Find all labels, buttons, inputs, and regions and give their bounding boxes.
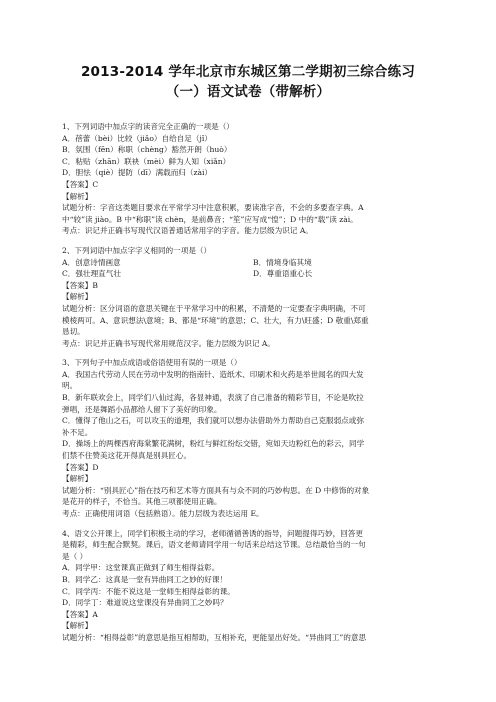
q3-analysis-line1: 试题分析：“别具匠心”指在技巧和艺术等方面具有与众不同的巧妙构思。在 D 中修饰的对象 <box>62 485 370 495</box>
q2-point: 考点：识记并正确书写现代常用规范汉字。能力层级为识记 A。 <box>62 338 275 348</box>
q3-option-a-line2: 明。 <box>62 381 78 391</box>
q1-option-d: D．胆怯（qiè）提防（dī）满载而归（zài） <box>62 168 213 178</box>
q3-option-d-line2: 们禁不住赞美这花开得真是别具匠心。 <box>62 451 192 461</box>
q2-option-a: A．创意诗情画意 <box>62 257 121 267</box>
doc-title-line2: （一）语文试卷（带解析） <box>165 84 331 100</box>
q4-stem-line2: 是精彩，师生配合默契。课后，语文老师请同学用一句话来总结这节课。总结最恰当的一句 <box>62 540 366 550</box>
q1-jiexi: 【解析】 <box>62 191 93 201</box>
q2-analysis-line3: 恳切。 <box>62 327 85 337</box>
q2-analysis-line2: 模棱两可。A、意识想法\意境；B、都是“环境”的意思；C、壮大，有力\旺盛；D 敬重\郑重 <box>62 315 369 325</box>
q3-answer: 【答案】D <box>62 462 99 472</box>
q4-answer: 【答案】A <box>62 609 98 619</box>
q2-jiexi: 【解析】 <box>62 292 93 302</box>
q4-jiexi: 【解析】 <box>62 621 93 631</box>
q2-options-row1 <box>62 257 434 269</box>
q2-option-d: D．尊重语重心长 <box>253 269 313 279</box>
q2-option-c: C．强壮理直气壮 <box>62 269 121 279</box>
q3-analysis-line2: 是花开的样子，不恰当。其他三项都使用正确。 <box>62 497 222 507</box>
q3-option-b-line2: 弹唱，还是舞蹈小品都给人留下了美好的印象。 <box>62 404 222 414</box>
q2-analysis-line1: 试题分析：区分词语的意思关键在于平常学习中的积累，不清楚的一定要查字典明确，不可 <box>62 303 366 313</box>
q4-option-c: C．同学丙：不能不说这是一堂师生相得益彰的课。 <box>62 586 235 596</box>
q3-option-a-line1: A．我国古代劳动人民在劳动中发明的指南针、造纸术、印刷术和火药是举世闻名的四大发 <box>62 369 364 379</box>
q4-option-a: A．同学甲：这堂课真正做到了师生相得益彰。 <box>62 563 220 573</box>
q3-option-c-line1: C．懂得了他山之石，可以攻玉的道理，我们就可以想办法借助外力帮助自己克服弱点或弥 <box>62 416 364 426</box>
q3-option-b-line1: B．新年联欢会上，同学们八仙过海，各显神通，表演了自己准备的精彩节目，不论是吹拉 <box>62 393 364 403</box>
q1-analysis-line2: 中“较”读 jiào。B 中“称职”读 chèn，是前鼻音；“笙”应写成“惶”；D 中的“载”读 zài。 <box>62 214 358 224</box>
q1-option-b: B．氛围（fēn）称职（chèng）豁然开朗（huò） <box>62 145 232 155</box>
q3-stem: 3、下列句子中加点成语或俗语使用有误的一项是（） <box>62 358 242 368</box>
q2-stem: 2、下列词语中加点字字义相同的一项是（） <box>62 245 212 255</box>
q2-answer: 【答案】B <box>62 280 98 290</box>
q1-point: 考点：识记并正确书写现代汉语普通话常用字的字音。能力层级为识记 A。 <box>62 226 313 236</box>
q4-stem-line3: 是（ ） <box>62 551 88 561</box>
q4-stem-line1: 4、语文公开课上，同学们积极主动的学习，老师循循善诱的指导，问题提得巧妙，回答更 <box>62 528 363 538</box>
doc-body <box>62 121 434 644</box>
q1-analysis-line1: 试题分析：字音这类题目要求在平常学习中注意积累，要读准字音，不会的多要查字典。A <box>62 203 364 213</box>
q1-answer: 【答案】C <box>62 179 99 189</box>
q3-point: 考点：正确使用词语（包括熟语）。能力层级为表达运用 E。 <box>62 509 264 518</box>
q1-stem: 1、下列词语中加点字的读音完全正确的一项是（） <box>62 122 234 131</box>
q3-jiexi: 【解析】 <box>62 474 93 484</box>
q2-options-row2 <box>62 268 434 280</box>
q4-option-b: B．同学乙：这真是一堂有异曲同工之妙的好课！ <box>62 574 228 584</box>
q1-option-a: A．蓓蕾（bèi）比较（jiǎo）自给自足（jǐ） <box>62 133 212 143</box>
q4-option-d: D．同学丁：难道说这堂课没有异曲同工之妙吗？ <box>62 598 228 608</box>
q3-option-d-line1: D．操场上的两棵西府海棠繁花满树，粉红与鲜红纷纭交错，宛如天边粉红色的彩云，同学 <box>62 439 365 449</box>
doc-title-line1: 2013-2014 学年北京市东城区第二学期初三综合练习 <box>80 64 416 80</box>
q4-analysis-line1: 试题分析：“相得益彰”的意思是指互相帮助，互相补充，更能显出好处。“异曲同工”的意思 <box>62 632 367 642</box>
q1-option-c: C．粘贴（zhān）联袂（mèi）鲜为人知（xiǎn） <box>62 156 231 166</box>
q2-option-b: B．情境身临其境 <box>253 257 312 267</box>
q3-option-c-line2: 补不足。 <box>62 427 93 437</box>
